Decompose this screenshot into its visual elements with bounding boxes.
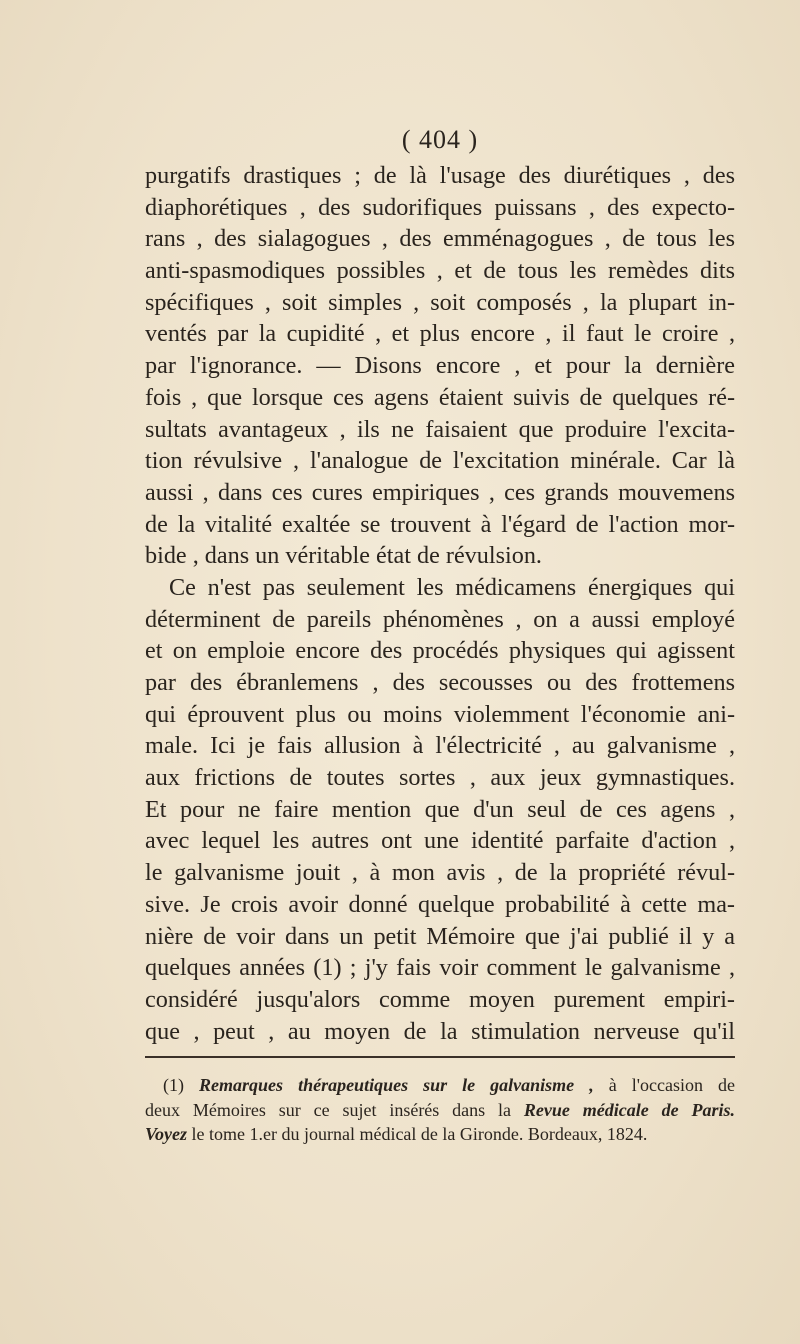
text-line: par l'ignorance. — Disons encore , et pour la dernière bbox=[145, 352, 735, 380]
text-line: tion révulsive , l'analogue de l'excitation minérale. Car là bbox=[145, 447, 735, 475]
text-line: avec lequel les autres ont une identité parfaite d'action , bbox=[145, 827, 735, 855]
footnote-line-2 bbox=[145, 1098, 735, 1123]
text-line: aux frictions de toutes sortes , aux jeux gymnastiques. bbox=[145, 764, 735, 792]
footnote-rule bbox=[145, 1056, 735, 1058]
text-line: bide , dans un véritable état de révulsion. bbox=[145, 542, 542, 570]
text-line: de la vitalité exaltée se trouvent à l'égard de l'action mor- bbox=[145, 510, 735, 538]
text-line: considéré jusqu'alors comme moyen purement empiri- bbox=[145, 985, 735, 1013]
footnote-text-1: à l'occasion de bbox=[593, 1075, 736, 1095]
page-number: ( 404 ) bbox=[401, 125, 479, 154]
text-line: quelques années (1) ; j'y fais voir comment le galvanisme , bbox=[145, 954, 735, 982]
text-line: aussi , dans ces cures empiriques , ces grands mouvemens bbox=[145, 478, 735, 506]
text-line: diaphorétiques , des sudorifiques puissans , des expecto- bbox=[145, 193, 735, 221]
text-line: anti-spasmodiques possibles , et de tous les remèdes dits bbox=[145, 257, 735, 285]
footnote-title: Remarques thérapeutiques sur le galvanisme , bbox=[199, 1075, 594, 1095]
text-line: ventés par la cupidité , et plus encore , il faut le croire , bbox=[145, 320, 735, 348]
text-line: et on emploie encore des procédés physiques qui agissent bbox=[145, 637, 735, 665]
footnote-text-2: deux Mémoires sur ce sujet insérés dans la bbox=[145, 1099, 524, 1120]
footnote-voyez: Voyez bbox=[145, 1124, 187, 1144]
text-line: Ce n'est pas seulement les médicamens énergiques qui bbox=[169, 573, 735, 601]
text-line: Et pour ne faire mention que d'un seul de ces agens , bbox=[145, 795, 735, 823]
text-line: spécifiques , soit simples , soit composés , la plupart in- bbox=[145, 288, 735, 316]
body-text bbox=[145, 160, 735, 1047]
footnote-line-3 bbox=[145, 1122, 735, 1147]
text-line: nière de voir dans un petit Mémoire que j'ai publié il y a bbox=[145, 922, 735, 950]
text-line: le galvanisme jouit , à mon avis , de la propriété révul- bbox=[145, 859, 735, 887]
footnote bbox=[145, 1073, 735, 1147]
text-line: que , peut , au moyen de la stimulation nerveuse qu'il bbox=[145, 1017, 735, 1045]
text-line: par des ébranlemens , des secousses ou des frottemens bbox=[145, 669, 735, 696]
footnote-marker: (1) bbox=[163, 1075, 200, 1095]
footnote-text-3: le tome 1.er du journal médical de la Gironde. Bordeaux, 1824. bbox=[187, 1124, 648, 1144]
text-line: rans , des sialagogues , des emménagogues , de tous les bbox=[145, 225, 735, 253]
text-line: sultats avantageux , ils ne faisaient que produire l'excita- bbox=[145, 415, 735, 443]
text-line: sive. Je crois avoir donné quelque probabilité à cette ma- bbox=[145, 890, 735, 918]
text-line: fois , que lorsque ces agens étaient suivis de quelques ré- bbox=[145, 383, 735, 411]
text-line: male. Ici je fais allusion à l'électricité , au galvanisme , bbox=[145, 732, 735, 760]
text-line: qui éprouvent plus ou moins violemment l'économie ani- bbox=[145, 700, 735, 728]
footnote-journal: Revue médicale de Paris. bbox=[523, 1099, 735, 1120]
text-line: déterminent de pareils phénomènes , on a aussi employé bbox=[145, 605, 735, 633]
text-line: purgatifs drastiques ; de là l'usage des diurétiques , des bbox=[145, 162, 735, 189]
footnote-line-1 bbox=[145, 1073, 735, 1098]
